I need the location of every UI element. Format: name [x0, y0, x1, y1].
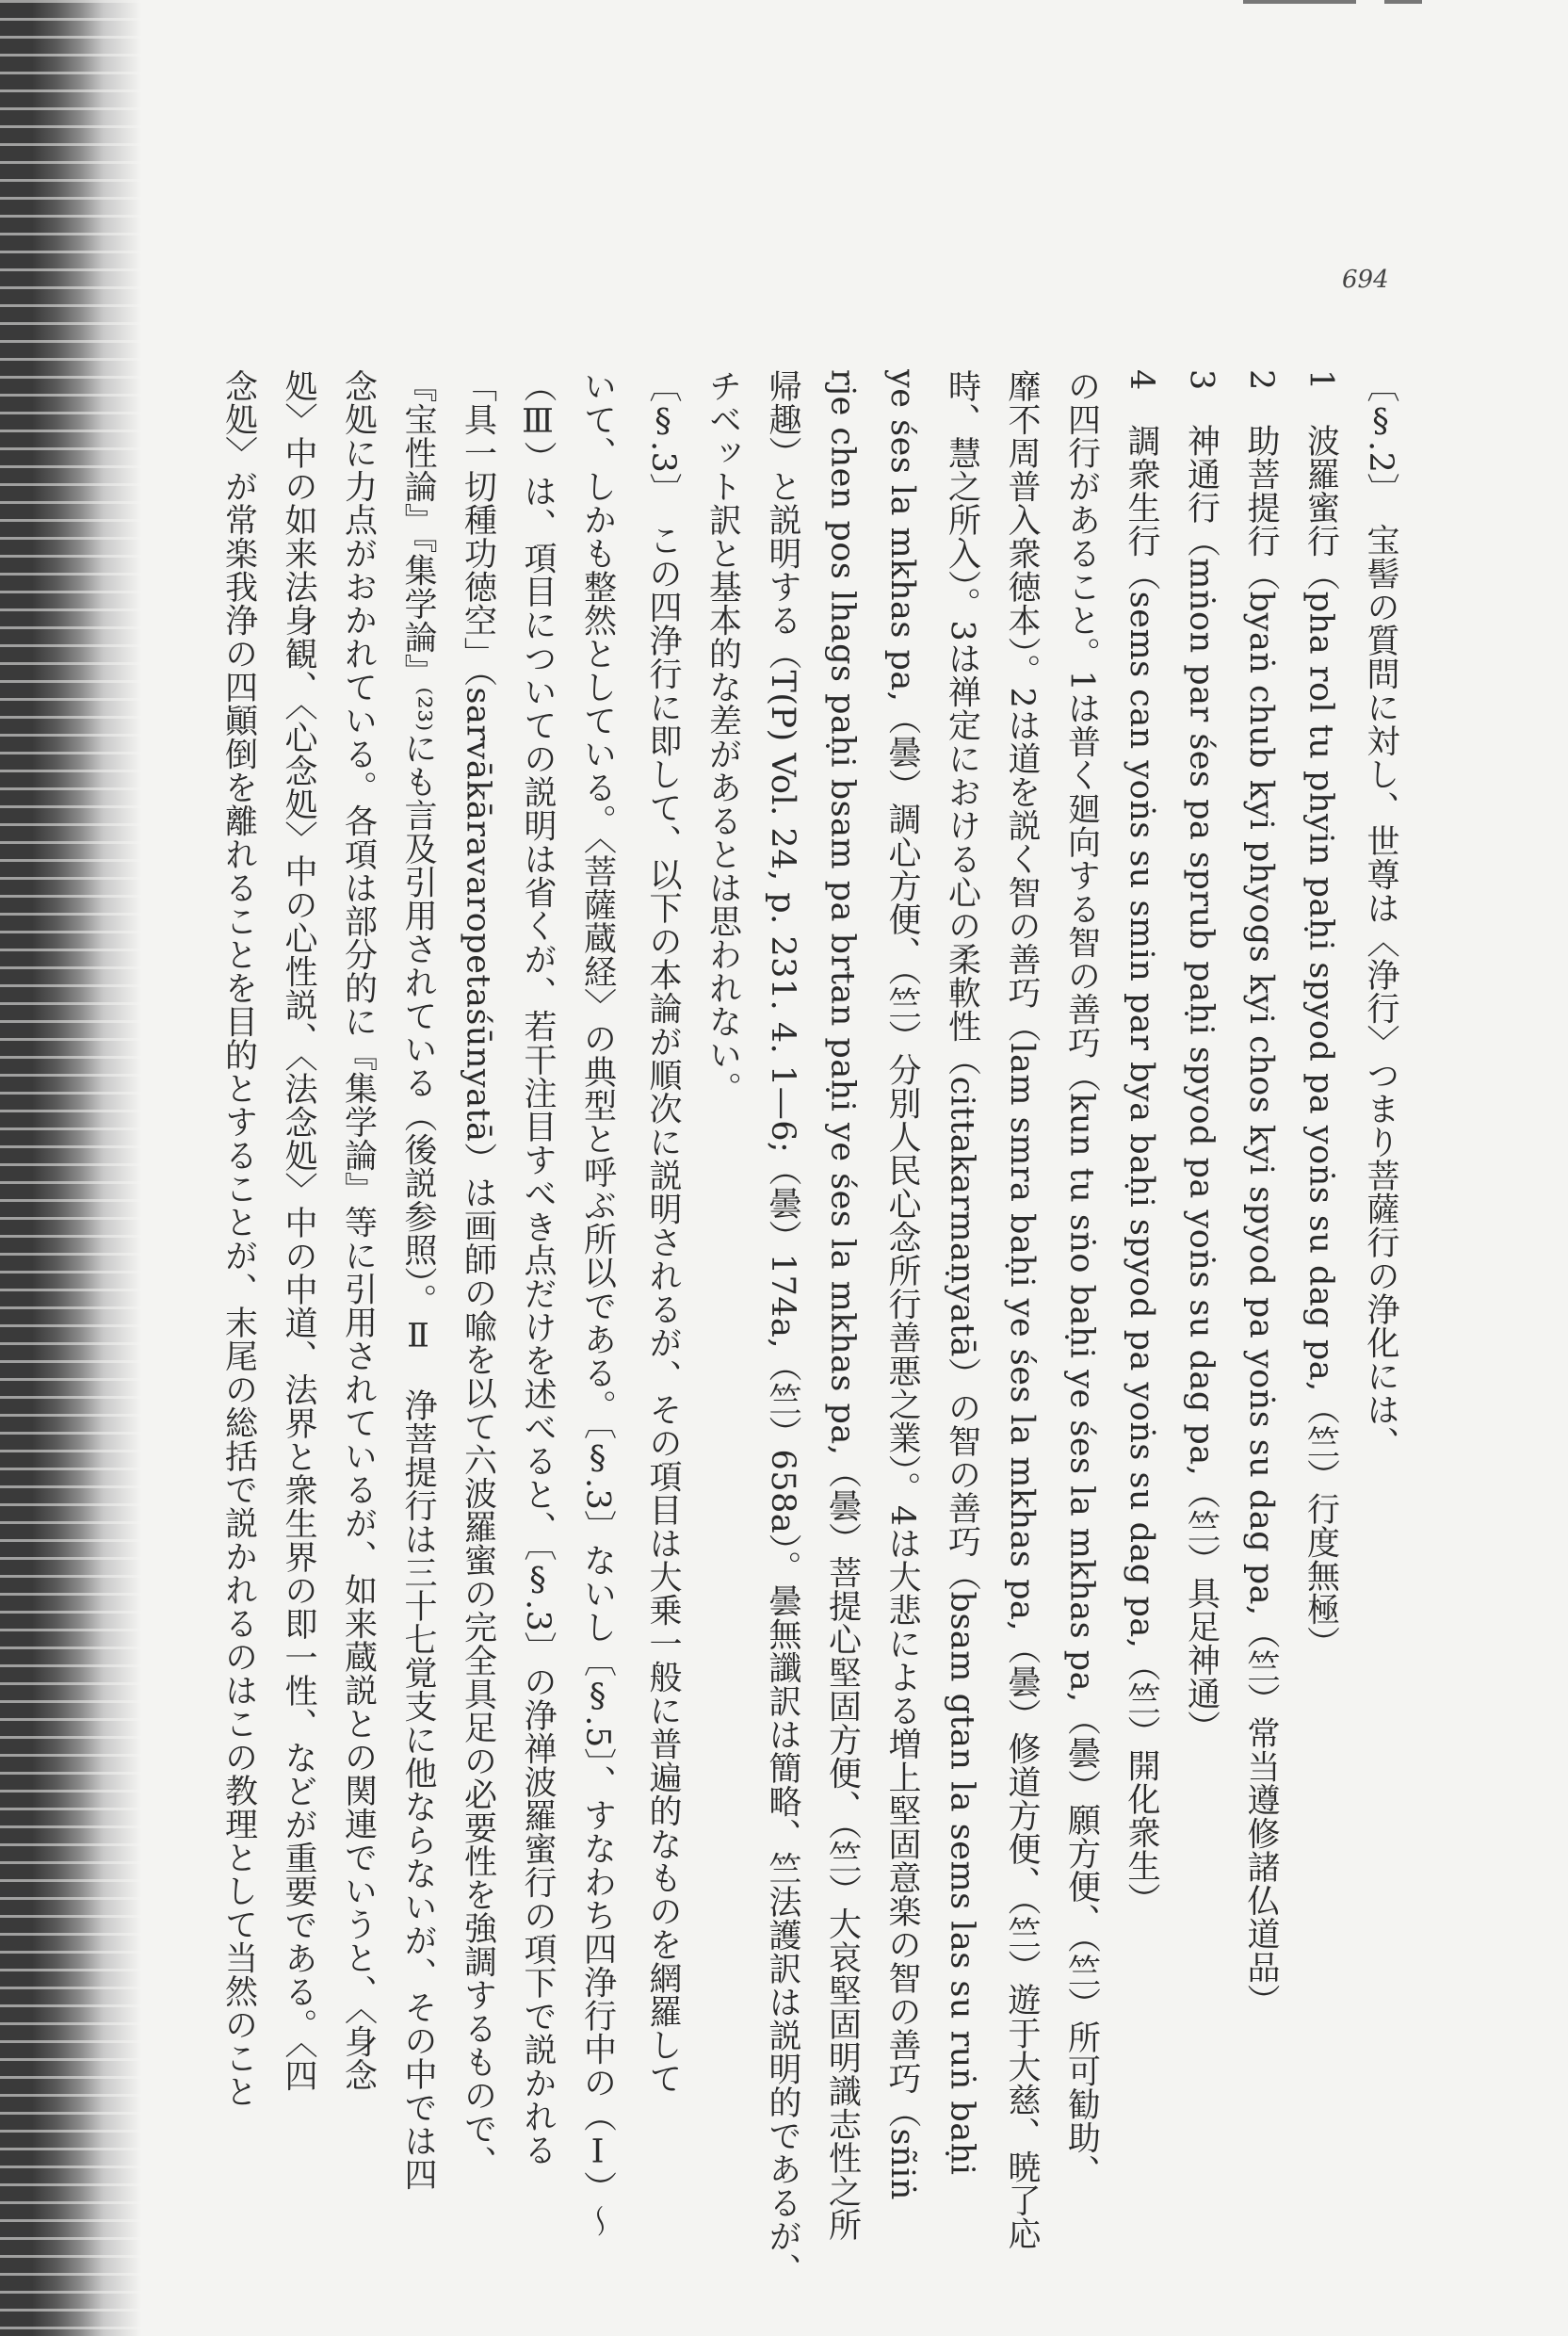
- body-text: [101, 369, 1410, 2291]
- text-line: 「具一切種功徳空」（sarvākāravaropetaśūnyatā）は画師の喩を以て六波羅蜜の完全具足の必要性を強調するもので、: [459, 369, 497, 2179]
- text-line: の四行があること。1は普く廻向する智の善巧（kun tu sṅo baḥi ye śes la mkhas pa,（曇）願方便、（竺）所可勧助、: [1062, 369, 1101, 2188]
- text-line-item-2: 2 助菩提行（byaṅ chub kyi phyogs kyi chos kyi spyod pa yoṅs su dag pa,（竺）常当遵修諸仏道品）: [1242, 369, 1280, 2018]
- text-line: チベット訳と基本的な差があるとは思われない。: [703, 369, 742, 1105]
- text-line: 帰趣）と説明する（T(P) Vol. 24, p. 231. 4. 1—6;（曇）174a,（竺）658a）。曇無讖訳は簡略、竺法護訳は説明的であるが、: [764, 369, 801, 2287]
- text-line: 『宝性論』『集学論』⁽²³⁾にも言及引用されている（後説参照）。Ⅱ 浄菩提行は三十七覚支に他ならないが、その中では四: [399, 369, 437, 2192]
- text-line-section-2-intro: 〔§.2〕 宝髻の質問に対し、世尊は〈浄行〉つまり菩薩行の浄化には、: [1362, 369, 1399, 1460]
- page-number: 694: [1342, 266, 1389, 294]
- header-rule: [1243, 0, 1356, 4]
- text-line: 念処〉が常楽我浄の四顚倒を離れることを目的とすることが、末尾の総括で説かれるのはこの教理として当然のこと: [219, 369, 258, 2108]
- text-line-item-1: 1 波羅蜜行（pha rol tu phyin paḥi spyod pa yoṅs su dag pa,（竺）行度無極）: [1301, 369, 1340, 1660]
- text-line: 靡不周普入衆徳本）。2は道を説く智の善巧（lam smra baḥi ye śes la mkhas pa,（曇）修道方便、（竺）遊于大慈、暁了応: [1003, 369, 1041, 2250]
- text-line: いて、しかも整然としている。〈菩薩蔵経〉の典型と呼ぶ所以である。〔§.3〕ないし〔§.5〕、すなわち四浄行中の（Ⅰ）～: [578, 369, 617, 2238]
- text-line-item-3: 3 神通行（mṅon par śes pa sprub paḥi spyod pa yoṅs su dag pa,（竺）具足神通）: [1182, 369, 1220, 1744]
- text-line: 時、慧之所入）。3は禅定における心の柔軟性（cittakarmaṇyatā）の智の善巧（bsam gtan la sems las su ruṅ baḥi: [943, 369, 981, 2176]
- text-line-item-4: 4 調衆生行（sems can yoṅs su smin par bya baḥi spyod pa yoṅs su dag pa,（竺）開化衆生）: [1123, 369, 1160, 1917]
- text-line: rje chen pos lhags paḥi bsam pa brtan paḥi ye śes la mkhas pa,（曇）菩提心堅固方便、（竺）大哀堅固明識志性之所: [823, 369, 862, 2242]
- text-line: 念処に力点がおかれている。各項は部分的に『集学論』等に引用されているが、如来蔵説との関連でいうと、〈身念: [339, 369, 378, 2092]
- text-line: ye śes la mkhas pa,（曇）調心方便、（竺）分別人民心念所行善悪之業）。4は大悲による増上堅固意楽の智の善巧（sñiṅ: [883, 369, 921, 2200]
- text-line: 処〉中の如来法身観、〈心念処〉中の心性説、〈法念処〉中の中道、法界と衆生界の即一性、などが重要である。〈四: [280, 369, 317, 2092]
- text-line: （Ⅲ）は、項目についての説明は省くが、若干注目すべき点だけを述べると、〔§.3〕の浄禅波羅蜜行の項下で説かれる: [519, 369, 557, 2167]
- text-line-section-3-intro: 〔§.3〕 この四浄行に即して、以下の本論が順次に説明されるが、その項目は大乗一般に普遍的なものを網羅して: [644, 369, 682, 2096]
- header-rule-short: [1384, 0, 1422, 4]
